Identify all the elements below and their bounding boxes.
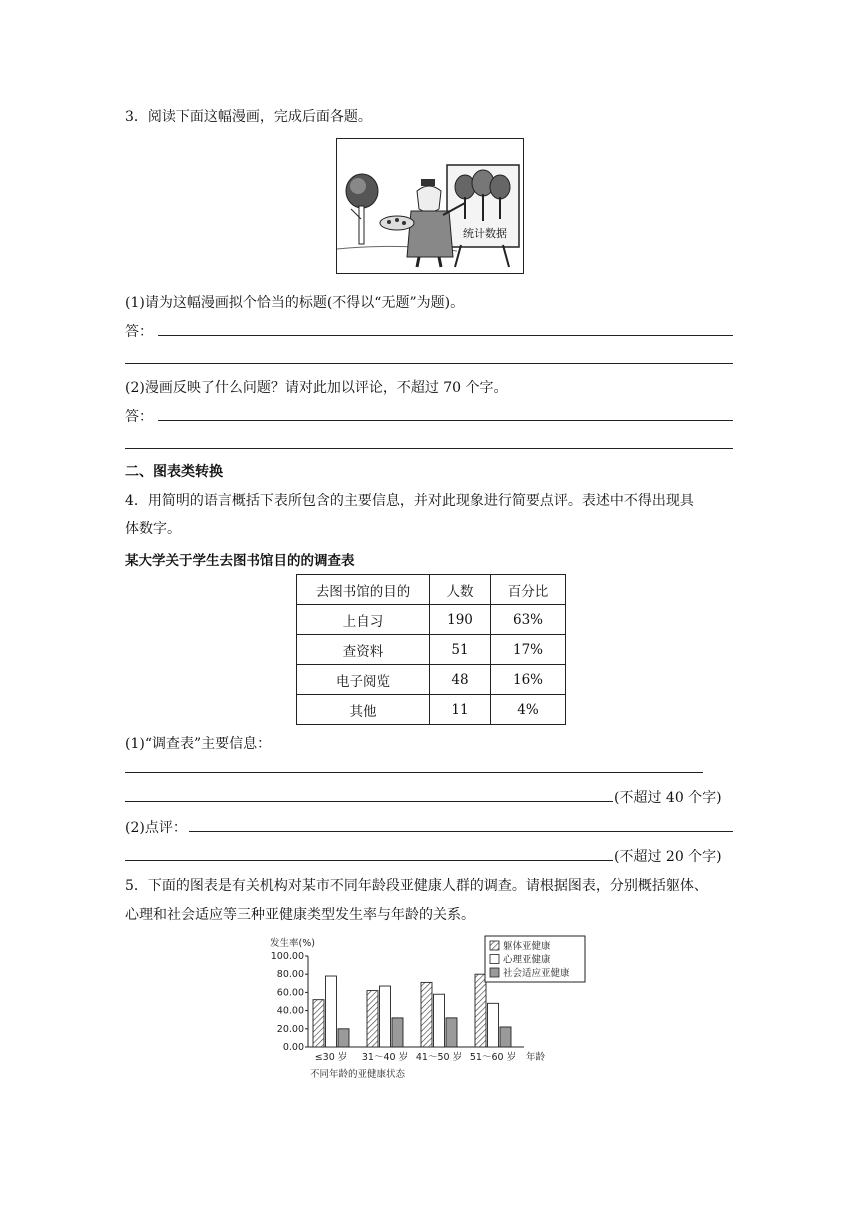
q5-intro-line1: 5．下面的图表是有关机构对某市不同年龄段亚健康人群的调查。请根据图表，分别概括躯体、 (125, 878, 708, 894)
legend-label: 心理亚健康 (503, 954, 551, 966)
table-cell: 查资料 (297, 635, 430, 665)
bar (367, 991, 378, 1047)
y-tick-label: 100.00 (270, 951, 304, 962)
legend-swatch (490, 955, 499, 964)
legend-label: 躯体亚健康 (503, 941, 551, 952)
answer-line[interactable] (125, 448, 733, 449)
table-row (297, 695, 566, 725)
x-tick-label: ≤30 岁 (314, 1052, 348, 1063)
bar (421, 982, 432, 1047)
bar (338, 1029, 349, 1047)
table-header-cell: 人数 (430, 575, 491, 605)
bar (392, 1018, 403, 1047)
y-tick-label: 60.00 (276, 987, 304, 999)
bar (500, 1027, 511, 1047)
answer-label: 答： (125, 324, 153, 340)
table-header-cell: 去图书馆的目的 (297, 575, 430, 605)
bar (488, 1003, 499, 1047)
y-axis-label: 发生率(%) (270, 938, 315, 949)
y-tick-label: 0.00 (282, 1042, 304, 1053)
q5-intro-line2: 心理和社会适应等三种亚健康类型发生率与年龄的关系。 (125, 907, 475, 923)
table-row (297, 635, 566, 665)
y-tick-label: 20.00 (276, 1023, 304, 1035)
table-cell: 电子阅览 (297, 665, 430, 695)
bar-chart (262, 930, 592, 1082)
y-tick-label: 40.00 (276, 1005, 304, 1017)
table-row (297, 665, 566, 695)
cartoon-illustration (336, 138, 524, 274)
bar (475, 974, 486, 1047)
cartoon-drawing (337, 139, 523, 273)
y-tick-label: 80.00 (276, 969, 304, 981)
q4-sub1: (1)“调查表”主要信息： (125, 736, 272, 752)
bar (434, 994, 445, 1047)
survey-table (296, 574, 566, 725)
bar (326, 976, 337, 1047)
answer-label: 答： (125, 409, 153, 425)
table-cell: 17% (491, 635, 566, 665)
table-header-cell: 百分比 (491, 575, 566, 605)
chart-title: 不同年龄的亚健康状态 (310, 1069, 406, 1080)
answer-line[interactable] (158, 335, 733, 336)
cartoon-caption: 统计数据 (463, 227, 507, 240)
q4-sub2: (2)点评： (125, 820, 187, 836)
table-header-row (297, 575, 566, 605)
chart-svg (262, 930, 592, 1082)
table-cell: 11 (430, 695, 491, 725)
x-tick-label: 41～50 岁 (415, 1052, 463, 1063)
bar (380, 986, 391, 1047)
q4-intro-line2: 体数字。 (125, 521, 181, 537)
table-title: 某大学关于学生去图书馆目的的调查表 (125, 553, 355, 569)
q3-intro: 3．阅读下面这幅漫画，完成后面各题。 (125, 109, 372, 125)
q3-sub2: (2)漫画反映了什么问题？请对此加以评论，不超过 70 个字。 (125, 380, 508, 396)
x-tick-label: 31～40 岁 (361, 1052, 409, 1063)
section-title: 二、图表类转换 (125, 464, 223, 480)
table-cell: 63% (491, 605, 566, 635)
answer-line[interactable] (125, 363, 733, 364)
x-axis-label: 年龄 (526, 1052, 546, 1063)
bar (446, 1018, 457, 1047)
legend-swatch (490, 941, 499, 950)
answer-line[interactable] (158, 420, 733, 421)
word-limit-note: (不超过 40 个字) (614, 790, 722, 806)
answer-line[interactable] (125, 801, 613, 802)
table-cell: 上自习 (297, 605, 430, 635)
table-cell: 48 (430, 665, 491, 695)
legend-swatch (490, 968, 499, 977)
table-cell: 16% (491, 665, 566, 695)
bar (313, 1000, 324, 1047)
table-cell: 4% (491, 695, 566, 725)
table-cell: 190 (430, 605, 491, 635)
q3-sub1: (1)请为这幅漫画拟个恰当的标题(不得以“无题”为题)。 (125, 295, 465, 311)
table-cell: 51 (430, 635, 491, 665)
table-row (297, 605, 566, 635)
word-limit-note: (不超过 20 个字) (614, 849, 722, 865)
x-tick-label: 51～60 岁 (469, 1052, 517, 1063)
answer-line[interactable] (189, 831, 733, 832)
answer-line[interactable] (125, 860, 613, 861)
table-cell: 其他 (297, 695, 430, 725)
legend-label: 社会适应亚健康 (503, 968, 570, 979)
answer-line[interactable] (125, 772, 703, 773)
q4-intro-line1: 4．用简明的语言概括下表所包含的主要信息，并对此现象进行简要点评。表述中不得出现具 (125, 493, 694, 509)
